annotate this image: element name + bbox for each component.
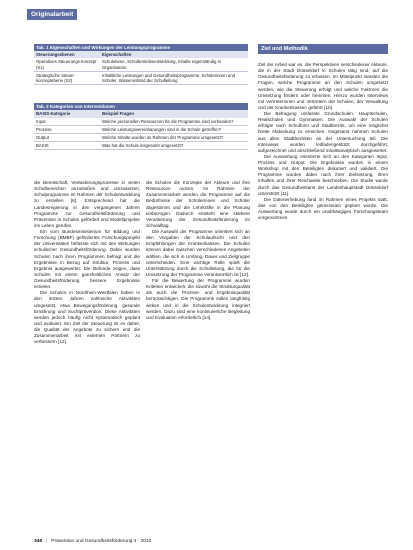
table-1-header-1: Eigenschaften xyxy=(100,51,248,58)
table-1-header-0: Steuerungsebenen xyxy=(34,51,100,58)
table-2-header-0: BASIS-Kategorie xyxy=(34,110,100,117)
paragraph: Die Auswahl der Programme orientiert sich an den Vorgaben der Schulaufsicht und den Empfehlungen der Krankenkassen. Die Schulen können dabei zwischen verschiedenen Angeboten wählen, die sich in Umfang, Dauer und Zielgruppe unterscheiden. Eine wichtige Rolle spielt die Unterstützung durch die Schulleitung, die für die Umsetzung der Programme verantwortlich ist [13]. xyxy=(146,229,250,277)
paragraph: Die Befragung umfasste Grundschulen, Hauptschulen, Realschulen und Gymnasien. Die Auswahl der Schulen erfolgte nach Schulform und Stadtbezirk, um eine möglichst breite Abdeckung zu erreichen. Insgesamt nahmen Schulen aus allen Stadtbezirken an der Untersuchung teil. Die Interviews wurden leitfadengestützt durchgeführt, aufgezeichnet und anschließend inhaltsanalytisch ausgewertet. xyxy=(258,111,388,153)
table-cell: BASIS xyxy=(34,142,100,150)
body-column-middle xyxy=(146,180,250,528)
paragraph: Die Auswertung orientierte sich an den Kategorien Input, Prozess und Output. Die Ergebnisse wurden in einem Workshop mit den Beteiligten diskutiert und validiert. Die Programme wurden dabei nach ihrer Zielsetzung, ihren Inhalten und ihrer Reichweite beschrieben. Die Studie wurde durch das Gesundheitsamt der Landeshauptstadt Düsseldorf unterstützt [11]. xyxy=(258,153,388,196)
paragraph: Die Schulen in Nordrhein-Westfalen haben in den letzten Jahren zahlreiche Aktivitäten umgesetzt, etwa Bewegungsförderung, gesunde Ernährung und Suchtprävention. Diese Aktivitäten werden jedoch häufig nicht systematisch geplant und evaluiert. Ein Ziel der Steuerung ist es daher, die Qualität der Angebote zu sichern und die Zusammenarbeit mit externen Partnern zu verbessern [12]. xyxy=(34,290,140,345)
table-cell: Output xyxy=(34,134,100,142)
table-row xyxy=(34,71,248,84)
table-cell: Welche Leistungsvereinbarungen sind in die Schule getroffen? xyxy=(100,125,248,133)
tables-area xyxy=(34,44,248,150)
table-1 xyxy=(34,44,248,85)
header-bar xyxy=(0,0,413,26)
table-cell: Strategische Steuer-konzeptebene (S2) xyxy=(34,71,100,84)
table-cell: Input xyxy=(34,118,100,126)
table-cell: Welche personellen Ressourcen für die Programme sind vorhanden? xyxy=(100,118,248,126)
table-cell: Was hat die Schule insgesamt umgesetzt? xyxy=(100,142,248,150)
paragraph: die Bereitschaft, Veränderungsprozesse in vielen Schulbereichen anzustoßen und umzusetzen, Schulprogramme im Rahmen der Schulentwicklung zu erstellen [8]. Entsprechend hat die Landesregierung in den vergangenen Jahren Programme zur Gesundheitsförderung und Prävention in Schulen gefördert und Modellprojekte ins Leben gerufen. xyxy=(34,180,140,228)
table-row xyxy=(34,134,248,142)
body-column-right xyxy=(258,62,388,528)
paragraph: Die Datenerhebung fand im Rahmen eines Projekts statt, das von den Beteiligten gemeinsam geplant wurde. Die Auswertung wurde durch ein unabhängiges Forschungsteam vorgenommen. xyxy=(258,196,388,221)
table-2 xyxy=(34,103,248,150)
page-footer xyxy=(34,539,151,545)
table-row xyxy=(34,118,248,126)
footer-separator: | xyxy=(46,539,48,544)
table-row xyxy=(34,125,248,133)
table-cell: Prozess xyxy=(34,125,100,133)
table-cell: Operatives Steuerungs-konzept (S1) xyxy=(34,58,100,71)
table-1-caption: Tab. 1 Eigenschaften und Wirkungen der Leistungsprogramme xyxy=(34,44,248,51)
paragraph: Für die Bewertung der Programme wurden Kriterien entwickelt, die sowohl die Strukturqualität als auch die Prozess- und Ergebnisqualität berücksichtigen. Die Programme sollen langfristig wirken und in die Schulentwicklung integriert werden. Dazu sind eine kontinuierliche Begleitung und Evaluation erforderlich [14]. xyxy=(146,278,250,320)
table-cell: Inhaltliche Leistungen und Gesundheitsprogramme, Schülerinnen und Schüler, Wissensstand der Schulleitung xyxy=(100,71,248,84)
body-column-left xyxy=(34,180,140,528)
table-2-header-1: Beispiel Fragen xyxy=(100,110,248,117)
table-cell: Welche Inhalte wurden im Rahmen der Programme umgesetzt? xyxy=(100,134,248,142)
table-row xyxy=(34,142,248,150)
paragraph: Ein vom Bundesministerium für Bildung und Forschung (BMBF) gefördertes Forschungsprojekt der Universitäten befasste sich mit den Wirkungen schulischer Gesundheitsförderung. Dabei wurden Schulen nach ihren Programmen befragt und die Ergebnisse in Bezug auf Struktur, Prozess und Ergebnis ausgewertet. Die Befunde zeigen, dass Schulen mit einem ganzheitlichen Ansatz der Gesundheitsförderung bessere Ergebnisse erzielen. xyxy=(34,229,140,290)
page-number: 348 xyxy=(34,539,43,544)
table-cell: Schulebene, Schulbetriebsentwicklung, Inhalte eigenständig in Organisation xyxy=(100,58,248,71)
section-heading: Ziel und Methodik xyxy=(258,44,388,54)
paragraph: Ziel der Arbeit war es, die Perspektiven verschiedener Akteure, die in der Stadt Düsseldorf in Schulen tätig sind, auf die Gesundheitsförderung zu erfassen. Im Mittelpunkt standen die Fragen, welche Programme an den Schulen umgesetzt werden, wie die Steuerung erfolgt und welche Faktoren die Umsetzung fördern oder hemmen. Hierzu wurden Interviews mit Vertreterinnen und Vertretern der Schulen, der Verwaltung und der Krankenkassen geführt [10]. xyxy=(258,62,388,110)
paragraph: die Schulen die Konzepte der Akteure und ihre Ressourcen nutzen. Im Rahmen der Zusammenarbeit werden die Programme auf die Bedürfnisse der Schülerinnen und Schüler abgestimmt und die Lehrkräfte in die Planung einbezogen. Dadurch entsteht eine stärkere Verankerung der Gesundheitsförderung im Schulalltag. xyxy=(146,180,250,228)
table-row xyxy=(34,58,248,71)
section-label: Originalarbeit xyxy=(27,9,77,20)
journal-name: Prävention und Gesundheitsförderung 4 · 2010 xyxy=(51,539,152,544)
table-2-caption: Tab. 2 Kategorien von Interventionen xyxy=(34,103,248,110)
